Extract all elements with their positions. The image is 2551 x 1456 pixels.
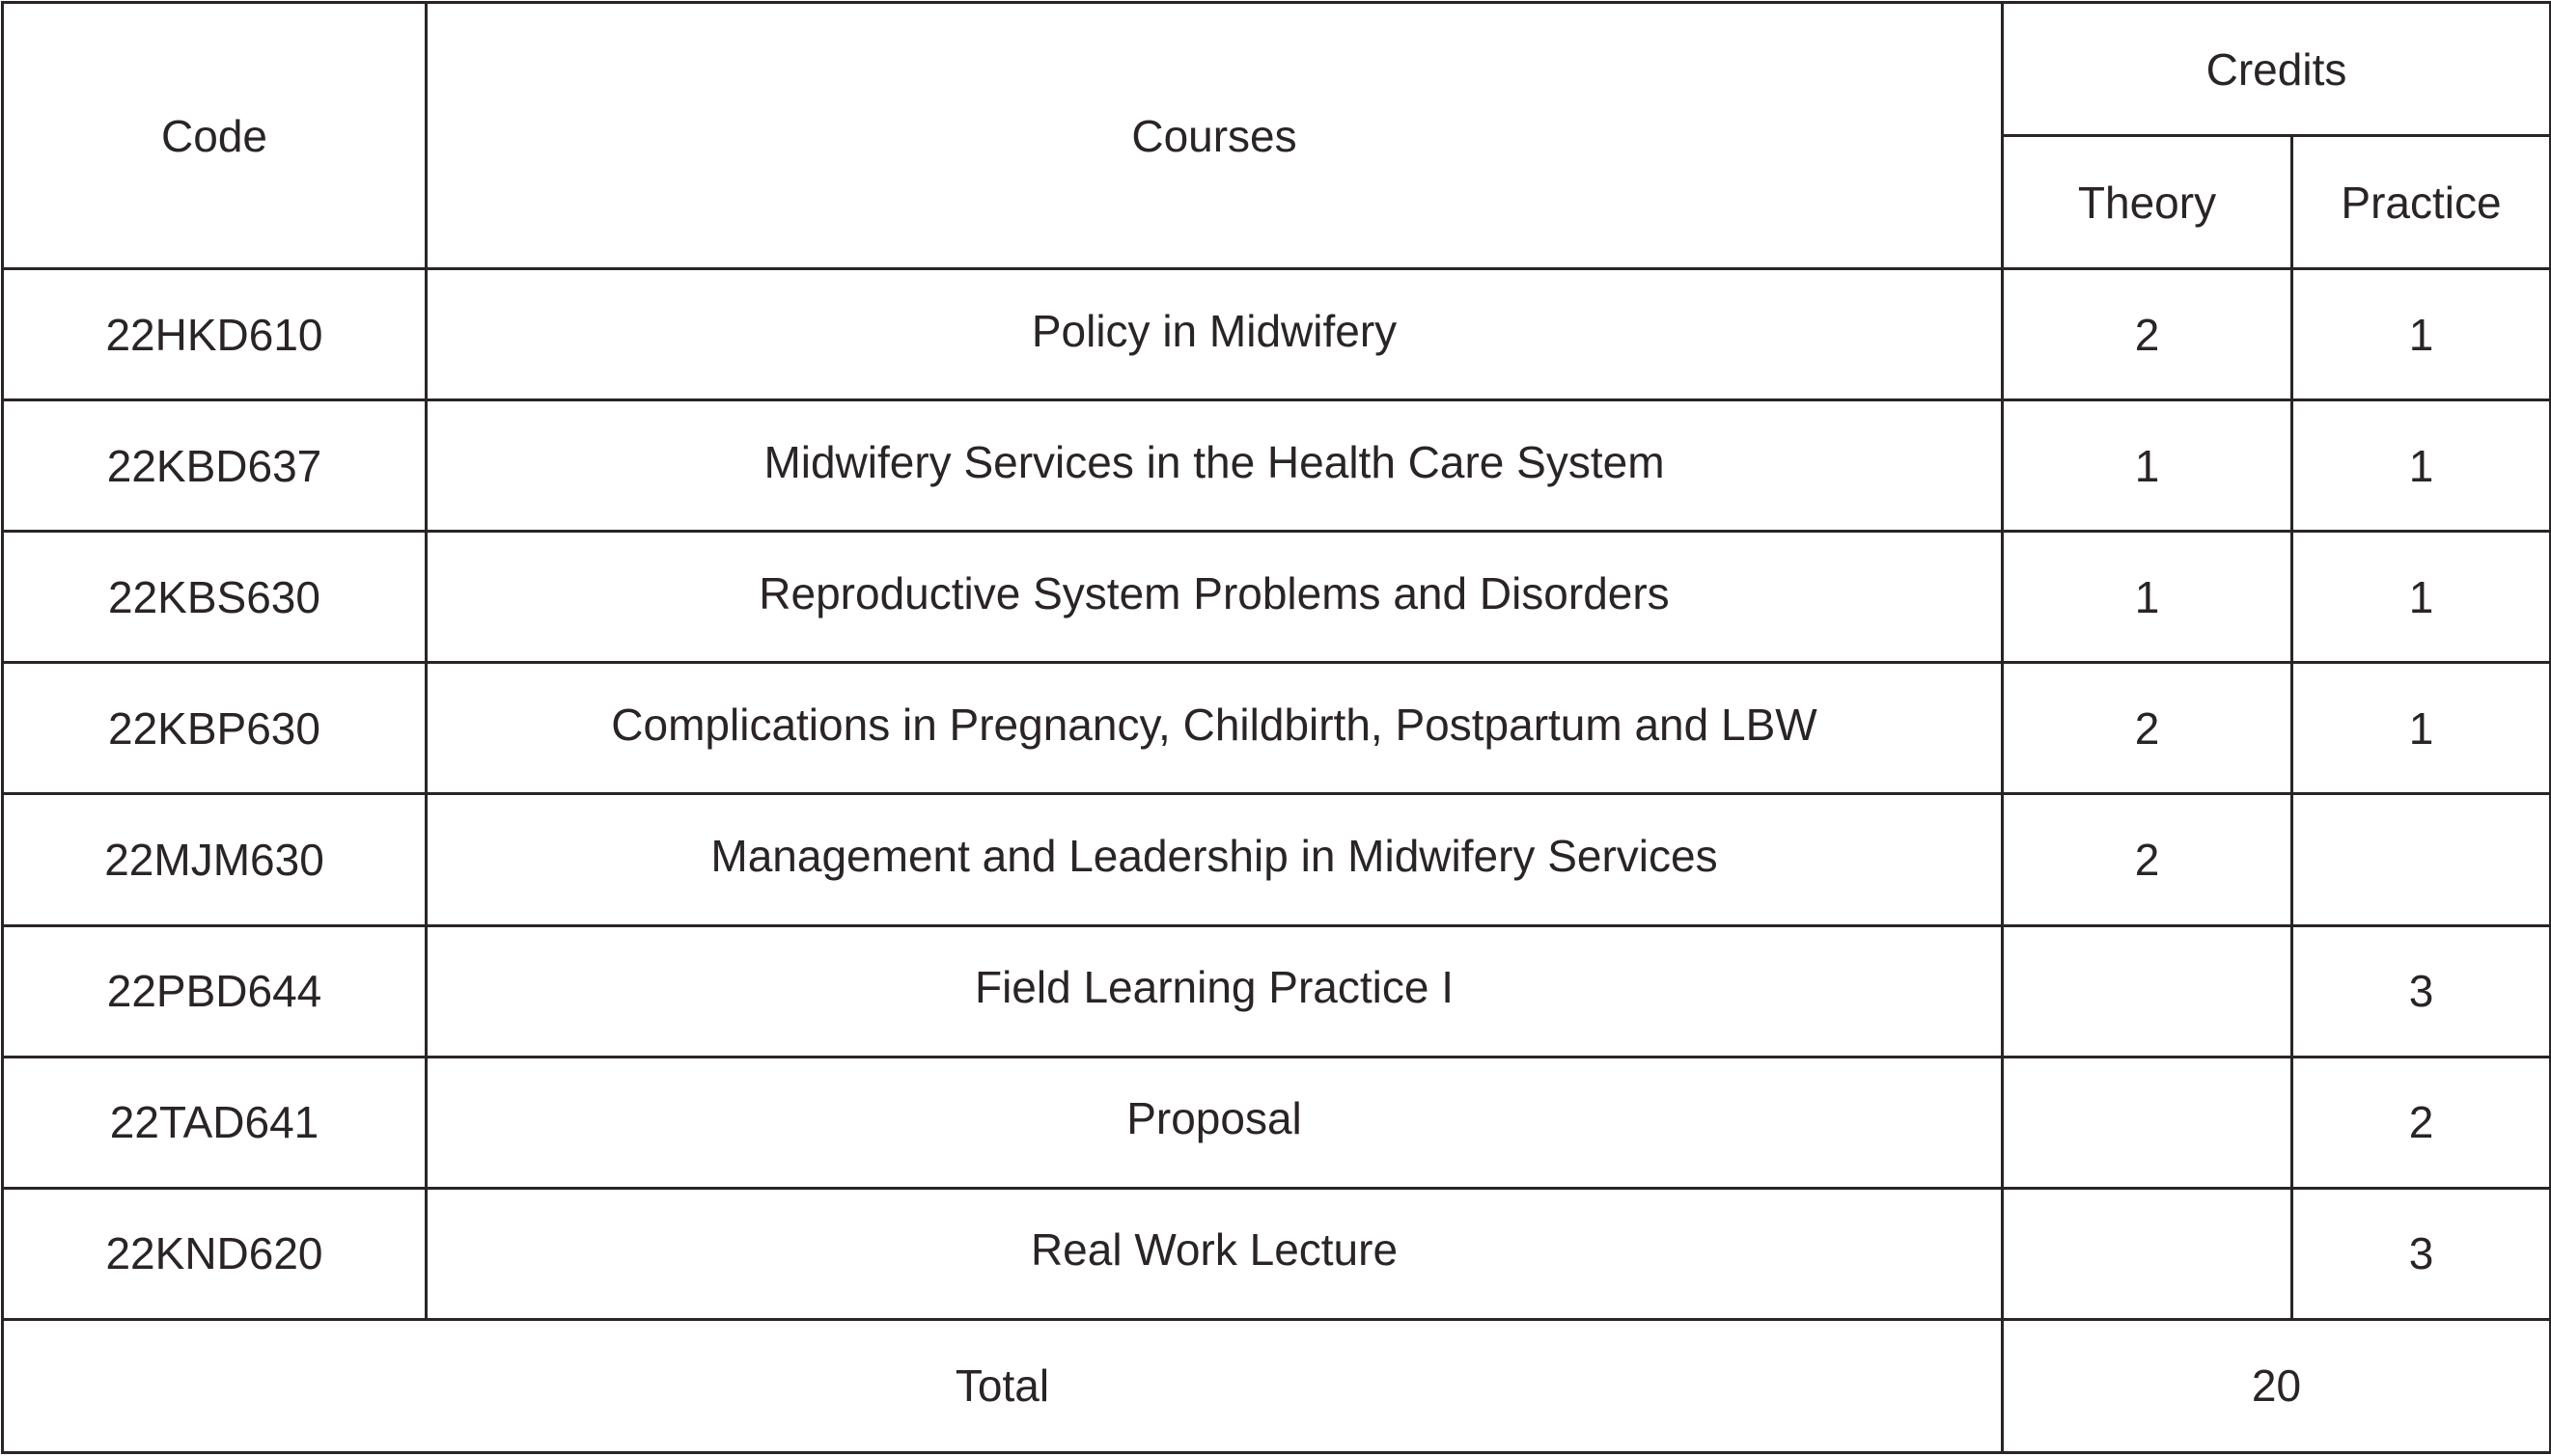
course-cell: [427, 269, 2003, 400]
practice-cell: 1: [2292, 269, 2551, 400]
theory-cell: 1: [2003, 400, 2292, 532]
table-row: [3, 269, 2551, 400]
header-courses: Courses: [427, 3, 2003, 269]
theory-cell: 2: [2003, 269, 2292, 400]
code-cell: 22MJM630: [3, 794, 427, 925]
table-row: [3, 925, 2551, 1057]
practice-cell: [2292, 794, 2551, 925]
course-cell: [427, 1188, 2003, 1319]
header-theory: Theory: [2003, 136, 2292, 269]
header-row: [3, 3, 2551, 136]
table-row: [3, 794, 2551, 925]
code-cell: 22TAD641: [3, 1057, 427, 1188]
table-row: [3, 1188, 2551, 1319]
theory-cell: [2003, 1057, 2292, 1188]
theory-cell: 1: [2003, 532, 2292, 663]
total-value: 20: [2003, 1319, 2551, 1452]
course-name: Management and Leadership in Midwifery Services: [710, 830, 1718, 881]
course-name: Field Learning Practice I: [974, 962, 1455, 1013]
course-name: Reproductive System Problems and Disorders: [759, 567, 1670, 618]
course-name: Policy in Midwifery: [1031, 305, 1398, 356]
table-row: [3, 1057, 2551, 1188]
theory-cell: [2003, 925, 2292, 1057]
practice-cell: 1: [2292, 400, 2551, 532]
course-credits-table: [1, 1, 2551, 1454]
practice-cell: 3: [2292, 1188, 2551, 1319]
course-cell: [427, 663, 2003, 794]
course-cell: [427, 794, 2003, 925]
course-cell: [427, 532, 2003, 663]
theory-cell: 2: [2003, 663, 2292, 794]
code-cell: 22KND620: [3, 1188, 427, 1319]
table-row: [3, 532, 2551, 663]
theory-cell: [2003, 1188, 2292, 1319]
practice-cell: 2: [2292, 1057, 2551, 1188]
header-practice: Practice: [2292, 136, 2551, 269]
course-name: Midwifery Services in the Health Care System: [763, 436, 1665, 487]
course-name: Complications in Pregnancy, Childbirth, Postpartum and LBW: [611, 699, 1817, 750]
practice-cell: 3: [2292, 925, 2551, 1057]
course-cell: [427, 1057, 2003, 1188]
code-cell: 22KBS630: [3, 532, 427, 663]
code-cell: 22HKD610: [3, 269, 427, 400]
course-cell: [427, 925, 2003, 1057]
code-cell: 22KBD637: [3, 400, 427, 532]
code-cell: 22PBD644: [3, 925, 427, 1057]
course-name: Real Work Lecture: [1030, 1224, 1399, 1276]
course-name: Proposal: [1126, 1093, 1302, 1144]
table-row: [3, 400, 2551, 532]
header-credits: Credits: [2003, 3, 2551, 136]
practice-cell: 1: [2292, 532, 2551, 663]
theory-cell: 2: [2003, 794, 2292, 925]
code-cell: 22KBP630: [3, 663, 427, 794]
total-row: [3, 1319, 2551, 1452]
header-code: Code: [3, 3, 427, 269]
practice-cell: 1: [2292, 663, 2551, 794]
table-row: [3, 663, 2551, 794]
total-label: Total: [3, 1319, 2003, 1452]
course-cell: [427, 400, 2003, 532]
